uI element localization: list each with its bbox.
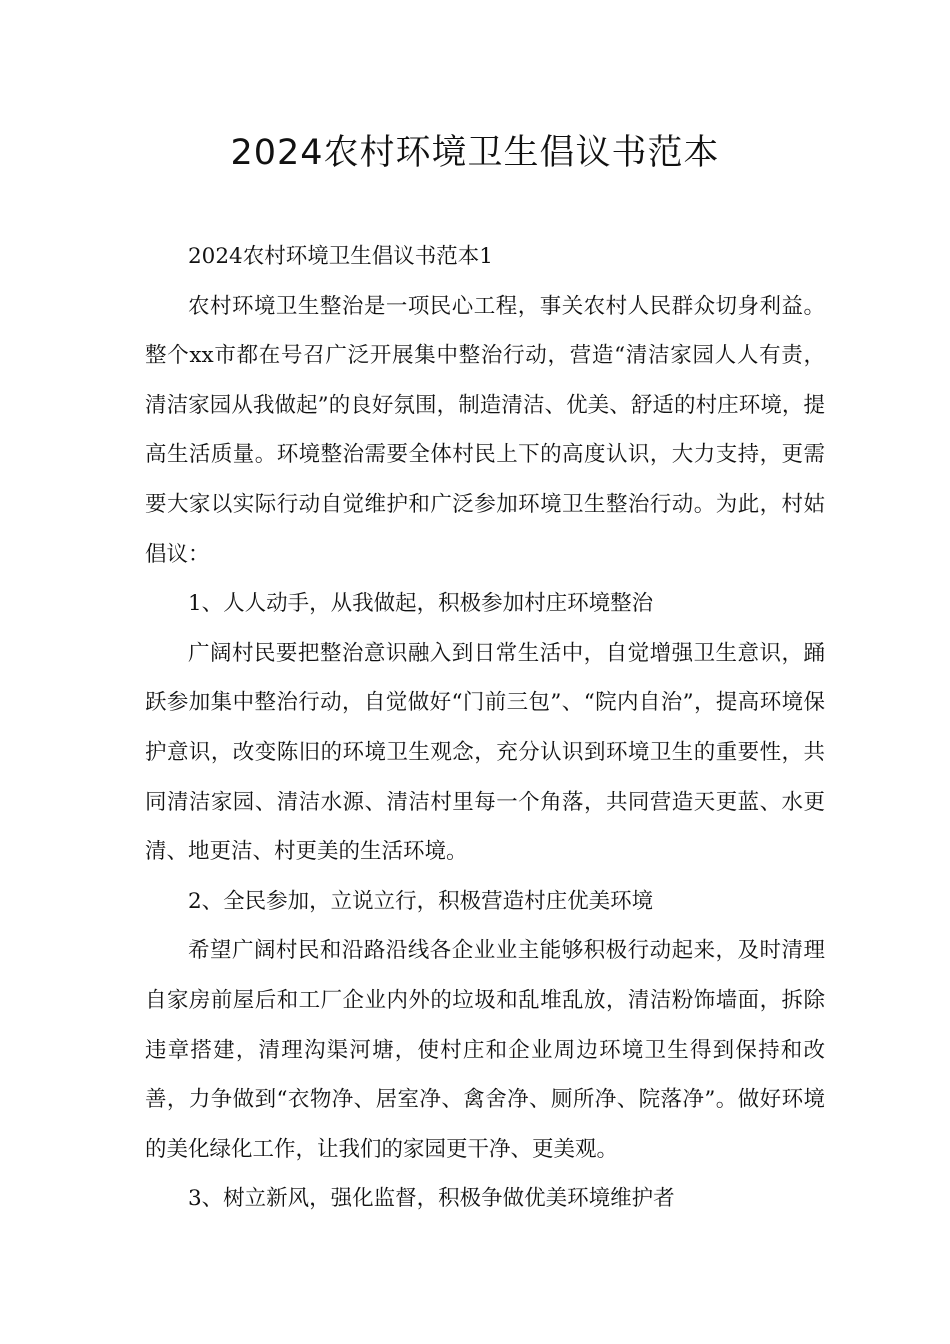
document-title: 2024农村环境卫生倡议书范本	[230, 133, 720, 173]
body-paragraph: 广阔村民要把整治意识融入到日常生活中，自觉增强卫生意识，踊跃参加集中整治行动，自觉做好“门前三包”、“院内自治”，提高环境保护意识，改变陈旧的环境卫生观念，充分认识到环境卫生的重要性，共同清洁家园、清洁水源、清洁村里每一个角落，共同营造天更蓝、水更清、地更洁、村更美的生活环境。	[145, 640, 825, 865]
list-item-heading: 3、树立新风，强化监督，积极争做优美环境维护者	[188, 1186, 675, 1212]
body-paragraph: 希望广阔村民和沿路沿线各企业业主能够积极行动起来，及时清理自家房前屋后和工厂企业内外的垃圾和乱堆乱放，清洁粉饰墙面，拆除违章搭建，清理沟渠河塘，使村庄和企业周边环境卫生得到保持和改善，力争做到“衣物净、居室净、禽舍净、厕所净、院落净”。做好环境的美化绿化工作，让我们的家园更干净、更美观。	[145, 938, 825, 1162]
list-item-heading: 1、人人动手，从我做起，积极参加村庄环境整治	[188, 591, 654, 617]
body-paragraph: 农村环境卫生整治是一项民心工程，事关农村人民群众切身利益。整个xx市都在号召广泛开展集中整治行动，营造“清洁家园人人有责，清洁家园从我做起”的良好氛围，制造清洁、优美、舒适的村庄环境，提高生活质量。环境整治需要全体村民上下的高度认识，大力支持，更需要大家以实际行动自觉维护和广泛参加环境卫生整治行动。为此，村姑倡议：	[145, 293, 825, 567]
list-item-heading: 2、全民参加，立说立行，积极营造村庄优美环境	[188, 888, 654, 914]
section-heading: 2024农村环境卫生倡议书范本1	[188, 244, 493, 269]
document-body	[145, 232, 825, 1224]
